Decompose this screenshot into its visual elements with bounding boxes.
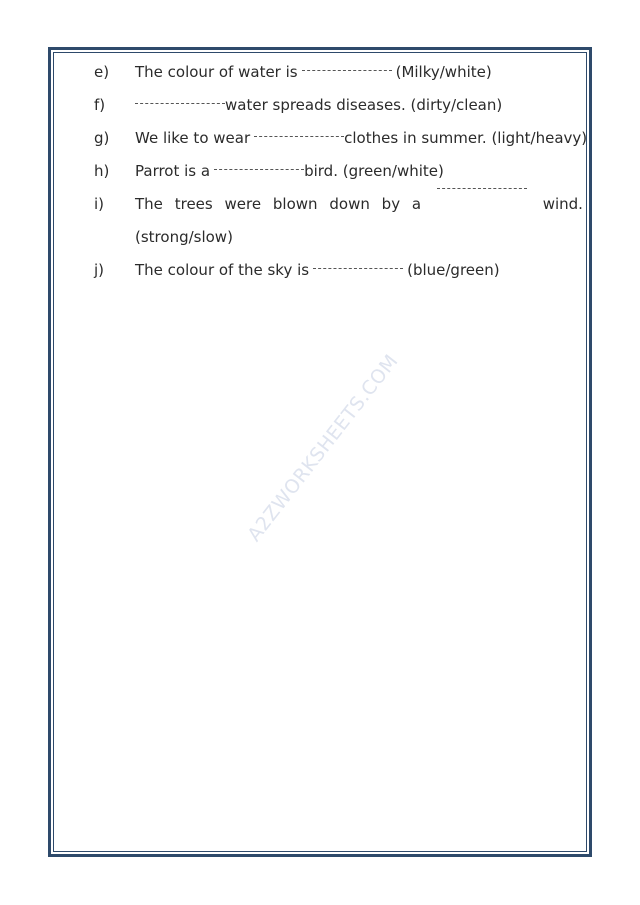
answer-blank — [313, 268, 403, 269]
answer-blank — [437, 188, 527, 189]
question-label: i) — [94, 195, 105, 213]
question-j — [94, 254, 584, 287]
question-text-before: The colour of water is — [135, 63, 298, 81]
question-text-after: (Milky/white) — [395, 63, 492, 81]
question-text-after: (blue/green) — [407, 261, 500, 279]
question-text-before: Parrot is a — [135, 162, 211, 180]
question-label: g) — [94, 129, 110, 147]
answer-blank — [135, 103, 225, 104]
question-continuation: (strong/slow) — [135, 228, 233, 246]
question-text-after: wind. — [542, 195, 583, 213]
question-text-after: bird. (green/white) — [304, 162, 444, 180]
question-text-before: The colour of the sky is — [135, 261, 310, 279]
question-word: down — [329, 195, 370, 213]
question-word: were — [224, 195, 262, 213]
answer-blank — [214, 169, 304, 170]
question-list — [94, 56, 588, 287]
answer-blank — [254, 136, 344, 137]
question-text-before: We like to wear — [135, 129, 251, 147]
question-label: e) — [94, 63, 110, 81]
question-label: h) — [94, 162, 110, 180]
question-label: f) — [94, 96, 106, 114]
question-f — [94, 89, 584, 122]
question-label: j) — [94, 261, 105, 279]
question-word: a — [411, 195, 422, 213]
question-line-justified — [135, 188, 583, 221]
question-word: by — [381, 195, 401, 213]
question-h — [94, 155, 584, 188]
question-word: blown — [272, 195, 318, 213]
question-word: trees — [174, 195, 213, 213]
question-text-after: clothes in summer. (light/heavy) — [344, 129, 588, 147]
answer-blank — [302, 70, 392, 71]
question-e — [94, 56, 584, 89]
question-i — [94, 188, 584, 254]
question-word: The — [135, 195, 163, 213]
question-text-after: water spreads diseases. (dirty/clean) — [225, 96, 503, 114]
question-g — [94, 122, 588, 155]
watermark: A2ZWORKSHEETS.COM — [243, 350, 403, 546]
